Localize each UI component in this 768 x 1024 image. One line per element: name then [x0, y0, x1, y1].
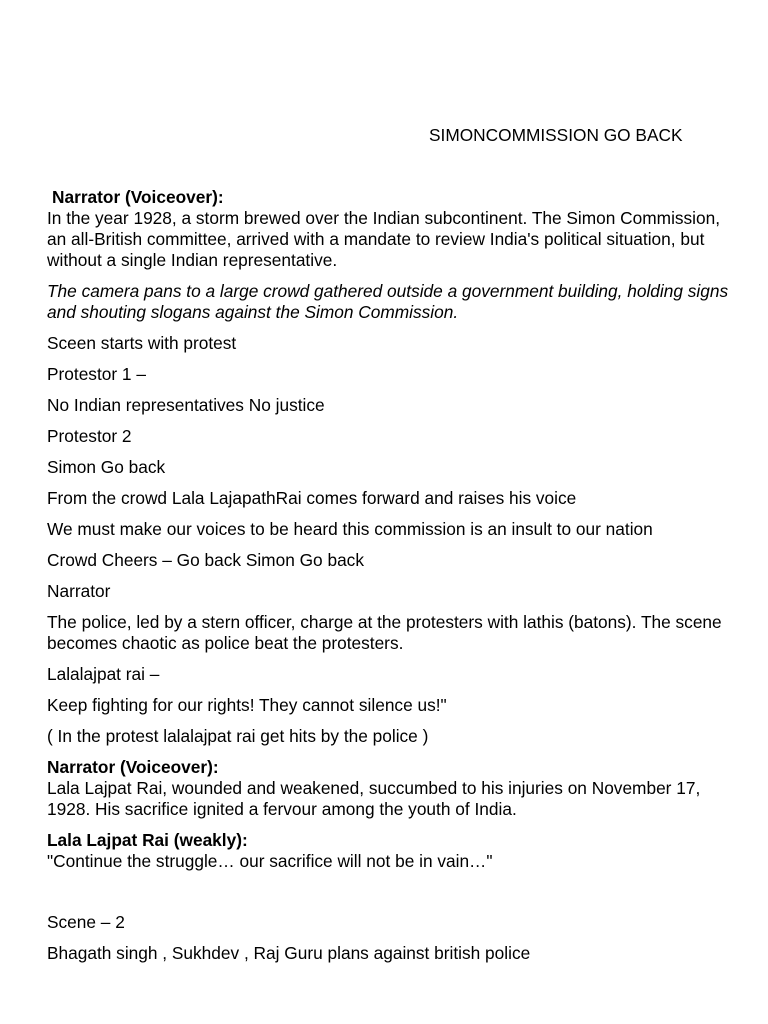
script-line: We must make our voices to be heard this commission is an insult to our nation	[47, 519, 653, 539]
paragraph-text: Lala Lajpat Rai, wounded and weakened, succumbed to his injuries on November 17, 1928. His sacrifice ignited a fervour among the youth of India.	[47, 778, 701, 819]
script-line: Protestor 1 –	[47, 364, 146, 384]
script-line: No Indian representatives No justice	[47, 395, 325, 415]
script-line: Crowd Cheers – Go back Simon Go back	[47, 550, 364, 570]
speaker-label: Narrator (Voiceover):	[47, 757, 219, 777]
script-line: Simon Go back	[47, 457, 166, 477]
narrator-voiceover-paragraph	[47, 757, 737, 820]
document-title: SIMONCOMMISSION GO BACK	[429, 125, 683, 145]
script-line: From the crowd Lala LajapathRai comes forward and raises his voice	[47, 488, 577, 508]
narrator-voiceover-paragraph	[47, 187, 737, 271]
script-paragraph: The police, led by a stern officer, charge at the protesters with lathis (batons). The scene becomes chaotic as police beat the protesters.	[47, 612, 722, 653]
speaker-label: Lala Lajpat Rai (weakly):	[47, 830, 248, 850]
script-line: Lalalajpat rai –	[47, 664, 160, 684]
script-line: Bhagath singh , Sukhdev , Raj Guru plans against british police	[47, 943, 531, 963]
script-line: ( In the protest lalalajpat rai get hits by the police )	[47, 726, 429, 746]
scene-heading: Scene – 2	[47, 912, 125, 932]
paragraph-text: "Continue the struggle… our sacrifice will not be in vain…"	[47, 851, 493, 871]
stage-direction-paragraph: The camera pans to a large crowd gathered outside a government building, holding signs and shouting slogans against the Simon Commission.	[47, 281, 729, 322]
speaker-label: Narrator (Voiceover):	[52, 187, 224, 207]
paragraph-text: In the year 1928, a storm brewed over the Indian subcontinent. The Simon Commission, an all-British committee, arrived with a mandate to review India's political situation, but without a single Indian representative.	[47, 208, 721, 270]
script-line: Keep fighting for our rights! They cannot silence us!"	[47, 695, 447, 715]
lala-lajpat-rai-paragraph	[47, 830, 737, 872]
script-line: Narrator	[47, 581, 111, 601]
script-line: Sceen starts with protest	[47, 333, 237, 353]
document-body	[47, 187, 737, 974]
script-line: Protestor 2	[47, 426, 132, 446]
blank-space	[47, 882, 737, 912]
